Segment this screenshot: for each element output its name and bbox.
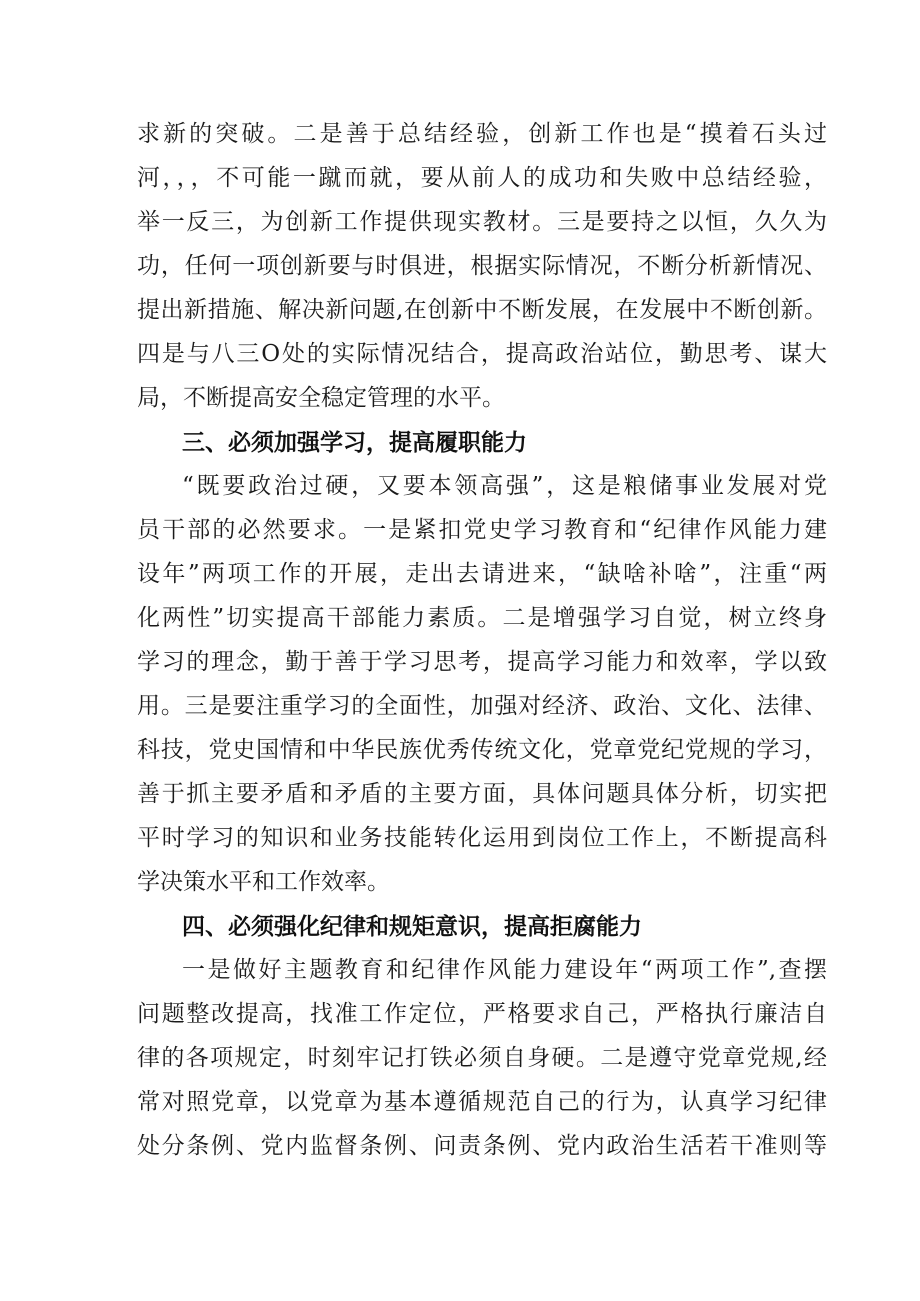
paragraph-line: 处分条例、党内监督条例、问责条例、党内政治生活若干准则等 xyxy=(137,1133,827,1159)
paragraph-line: 一是做好主题教育和纪律作风能力建设年“两项工作”,查摆 xyxy=(182,957,827,983)
paragraph-line: 设年”两项工作的开展，走出去请进来，“缺啥补啥”，注重“两 xyxy=(137,561,827,587)
paragraph-line: 平时学习的知识和业务技能转化运用到岗位工作上，不断提高科 xyxy=(137,825,827,851)
paragraph-line: 学习的理念，勤于善于学习思考，提高学习能力和效率，学以致 xyxy=(137,649,827,675)
paragraph-line: 科技，党史国情和中华民族优秀传统文化，党章党纪党规的学习， xyxy=(137,737,827,763)
paragraph-line: 律的各项规定，时刻牢记打铁必须自身硬。二是遵守党章党规,经 xyxy=(137,1045,827,1071)
paragraph-line: 问题整改提高，找准工作定位，严格要求自己，严格执行廉洁自 xyxy=(137,1001,827,1027)
paragraph-line: 用。三是要注重学习的全面性，加强对经济、政治、文化、法律、 xyxy=(137,693,827,719)
paragraph-line: 局，不断提高安全稳定管理的水平。 xyxy=(137,385,505,411)
paragraph-line: 善于抓主要矛盾和矛盾的主要方面，具体问题具体分析，切实把 xyxy=(137,781,827,807)
paragraph-line: 河，，，不可能一蹴而就，要从前人的成功和失败中总结经验， xyxy=(137,165,827,191)
paragraph-line: “既要政治过硬，又要本领高强”，这是粮储事业发展对党 xyxy=(182,473,827,499)
section-heading-3: 三、必须加强学习，提高履职能力 xyxy=(182,430,527,456)
paragraph-line: 员干部的必然要求。一是紧扣党史学习教育和“纪律作风能力建 xyxy=(137,517,827,543)
paragraph-line: 学决策水平和工作效率。 xyxy=(137,869,390,895)
paragraph-line: 功，任何一项创新要与时俱进，根据实际情况，不断分析新情况、 xyxy=(137,253,827,279)
paragraph-line: 四是与八三O处的实际情况结合，提高政治站位，勤思考、谋大 xyxy=(137,341,827,367)
paragraph-line: 提出新措施、解决新问题,在创新中不断发展，在发展中不断创新。 xyxy=(137,297,827,323)
paragraph-line: 化两性”切实提高干部能力素质。二是增强学习自觉，树立终身 xyxy=(137,605,827,631)
paragraph-line: 举一反三，为创新工作提供现实教材。三是要持之以恒，久久为 xyxy=(137,209,827,235)
paragraph-line: 求新的突破。二是善于总结经验，创新工作也是“摸着石头过 xyxy=(137,121,827,147)
section-heading-4: 四、必须强化纪律和规矩意识，提高拒腐能力 xyxy=(182,914,642,940)
paragraph-line: 常对照党章，以党章为基本遵循规范自己的行为，认真学习纪律 xyxy=(137,1089,827,1115)
